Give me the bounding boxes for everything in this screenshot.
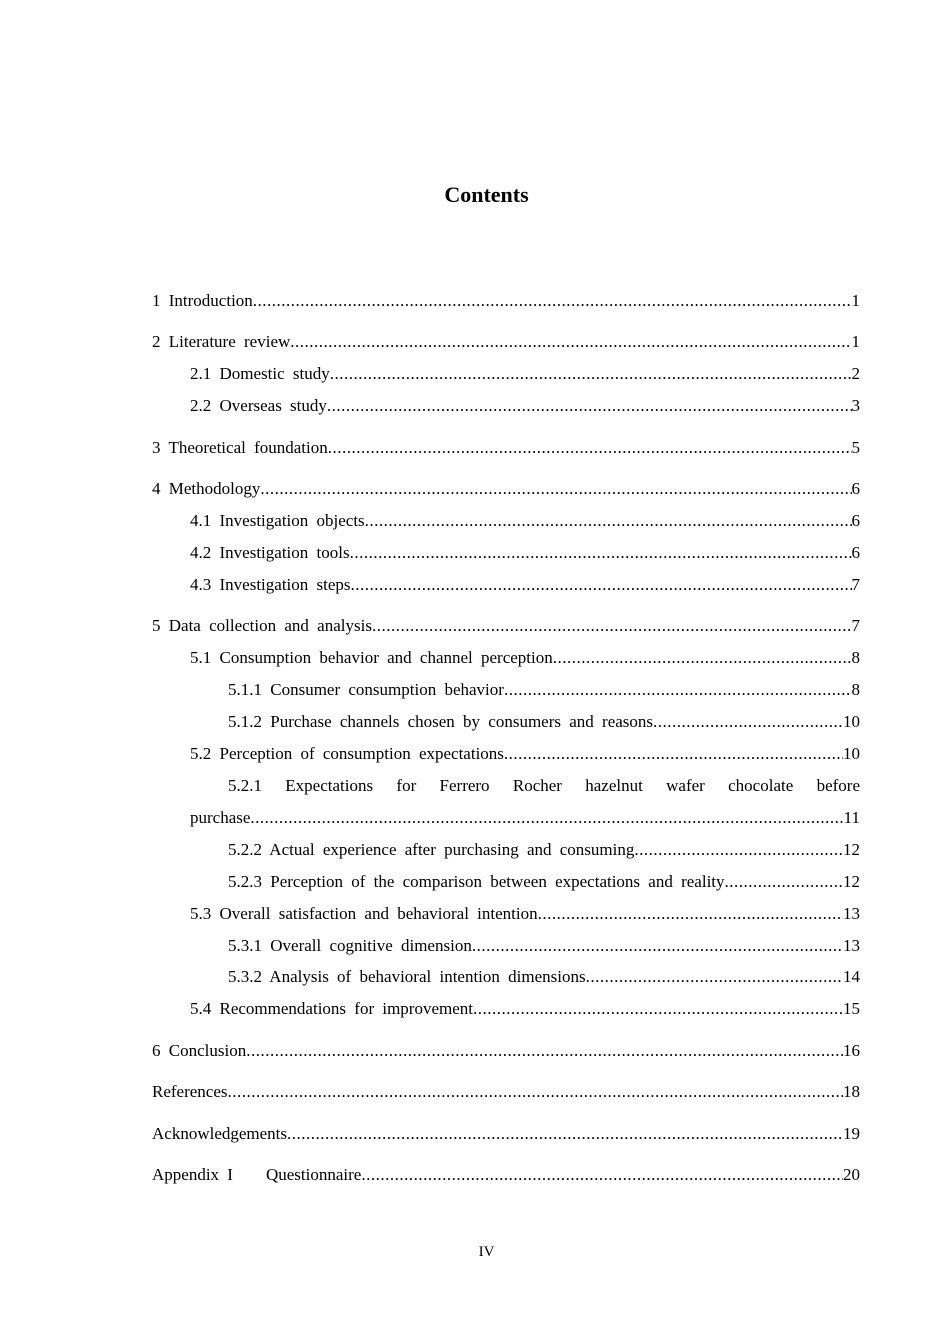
dot-leader [372,615,852,637]
toc-word: 5.2.1 [228,776,262,795]
dot-leader [228,1081,843,1103]
toc-entry-label: References [152,1082,228,1101]
toc-entry-page: 2 [851,364,860,383]
toc-entry-page: 15 [843,999,860,1018]
toc-entry-page: 6 [851,543,860,562]
toc-entry-page: 1 [851,332,860,351]
toc-entry-label: 5.2.3 Perception of the comparison between expectations and reality [228,872,725,891]
dot-leader [473,998,843,1020]
toc-entry-appendix[interactable] [152,1164,860,1186]
toc-entry-page: 14 [843,967,860,986]
toc-entry-label: 2 Literature review [152,332,291,351]
dot-leader [287,1123,843,1145]
toc-entry-expectations-purchase[interactable] [190,807,860,829]
toc-entry-page: 7 [851,616,860,635]
dot-leader [327,395,852,417]
toc-entry-page: 10 [843,712,860,731]
toc-word: before [816,776,860,795]
toc-word: chocolate [728,776,794,795]
toc-entry-page: 12 [843,840,860,859]
toc-word: wafer [666,776,705,795]
dot-leader [553,647,852,669]
toc-word: Ferrero [439,776,490,795]
dot-leader [253,290,852,312]
dot-leader [290,331,851,353]
toc-entry-label: 5 Data collection and analysis [152,616,372,635]
toc-entry-consumer-consumption-behavior[interactable] [228,679,860,701]
toc-entry-comparison-perception[interactable] [228,871,860,893]
toc-word: hazelnut [585,776,643,795]
toc-entry-conclusion[interactable] [152,1040,860,1062]
dot-leader [586,966,843,988]
dot-leader [330,363,852,385]
dot-leader [725,871,843,893]
toc-entry-investigation-tools[interactable] [190,542,860,564]
toc-entry-methodology[interactable] [152,478,860,500]
toc-entry-page: 11 [843,808,860,827]
toc-entry-page: 5 [851,438,860,457]
toc-entry-label: 1 Introduction [152,291,253,310]
toc-word: Expectations [285,776,374,795]
toc-entry-investigation-objects[interactable] [190,510,860,532]
toc-entry-label: 4 Methodology [152,479,261,498]
toc-entry-page: 18 [843,1082,860,1101]
toc-entry-page: 1 [851,291,860,310]
toc-entry-label: 5.4 Recommendations for improvement [190,999,473,1018]
toc-entry-label: 5.3.2 Analysis of behavioral intention dimensions [228,967,586,986]
dot-leader [365,510,852,532]
dot-leader [350,542,852,564]
toc-entry-page: 19 [843,1124,860,1143]
toc-entry-literature-review[interactable] [152,331,860,353]
dot-leader [653,711,843,733]
toc-entry-label: Appendix I Questionnaire [152,1165,362,1184]
toc-entry-label: 5.2.2 Actual experience after purchasing and consuming [228,840,635,859]
toc-entry-label: Acknowledgements [152,1124,288,1143]
toc-entry-introduction[interactable] [152,290,860,312]
toc-word: Rocher [512,776,562,795]
dot-leader [328,437,852,459]
toc-entry-page: 6 [851,511,860,530]
toc-entry-overall-satisfaction[interactable] [190,903,860,925]
dot-leader [538,903,843,925]
toc-entry-label: 6 Conclusion [152,1041,247,1060]
toc-entry-page: 13 [843,904,860,923]
toc-entry-label: 5.1.1 Consumer consumption behavior [228,680,504,699]
page-number: IV [478,1244,495,1260]
toc-entry-page: 20 [843,1165,860,1184]
dot-leader [250,807,843,829]
toc-entry-page: 7 [851,575,860,594]
toc-entry-cognitive-dimension[interactable] [228,935,860,957]
toc-entry-label: 2.2 Overseas study [190,396,327,415]
toc-entry-label: 5.2 Perception of consumption expectations [190,744,504,763]
toc-entry-domestic-study[interactable] [190,363,860,385]
toc-entry-page: 8 [851,648,860,667]
toc-entry-label: 4.3 Investigation steps [190,575,351,594]
toc-entry-behavioral-intention[interactable] [228,966,860,988]
toc-entry-recommendations[interactable] [190,998,860,1020]
dot-leader [260,478,851,500]
toc-entry-theoretical-foundation[interactable] [152,437,860,459]
toc-entry-data-collection[interactable] [152,615,860,637]
toc-entry-page: 16 [843,1041,860,1060]
toc-entry-page: 3 [851,396,860,415]
dot-leader [351,574,852,596]
toc-entry-acknowledgements[interactable] [152,1123,860,1145]
toc-entry-label: 4.1 Investigation objects [190,511,365,530]
toc-entry-actual-experience[interactable] [228,839,860,861]
toc-entry-page: 10 [843,744,860,763]
toc-entry-page: 8 [851,680,860,699]
toc-entry-label: 5.3.1 Overall cognitive dimension [228,936,472,955]
toc-entry-label: 5.1.2 Purchase channels chosen by consumers and reasons [228,712,654,731]
toc-word: for [396,776,417,795]
dot-leader [634,839,843,861]
toc-entry-label: 2.1 Domestic study [190,364,330,383]
dot-leader [504,679,852,701]
dot-leader [246,1040,843,1062]
toc-entry-page: 13 [843,936,860,955]
dot-leader [504,743,843,765]
toc-entry-consumption-expectations[interactable] [190,743,860,765]
toc-entry-page: 6 [851,479,860,498]
toc-entry-label: purchase [190,808,251,827]
toc-entry-investigation-steps[interactable] [190,574,860,596]
toc-entry-label: 5.1 Consumption behavior and channel perception [190,648,553,667]
toc-entry-page: 12 [843,872,860,891]
toc-entry-label: 3 Theoretical foundation [152,438,328,457]
dot-leader [361,1164,843,1186]
page-title: Contents [444,182,529,207]
toc-entry-overseas-study[interactable] [190,395,860,417]
toc-entry-references[interactable] [152,1081,860,1103]
toc-entry-consumption-behavior[interactable] [190,647,860,669]
toc-entry-label: 4.2 Investigation tools [190,543,350,562]
toc-entry-expectations-first-line[interactable] [228,775,860,797]
dot-leader [472,935,843,957]
toc-entry-purchase-channels[interactable] [228,711,860,733]
toc-entry-label: 5.3 Overall satisfaction and behavioral intention [190,904,538,923]
